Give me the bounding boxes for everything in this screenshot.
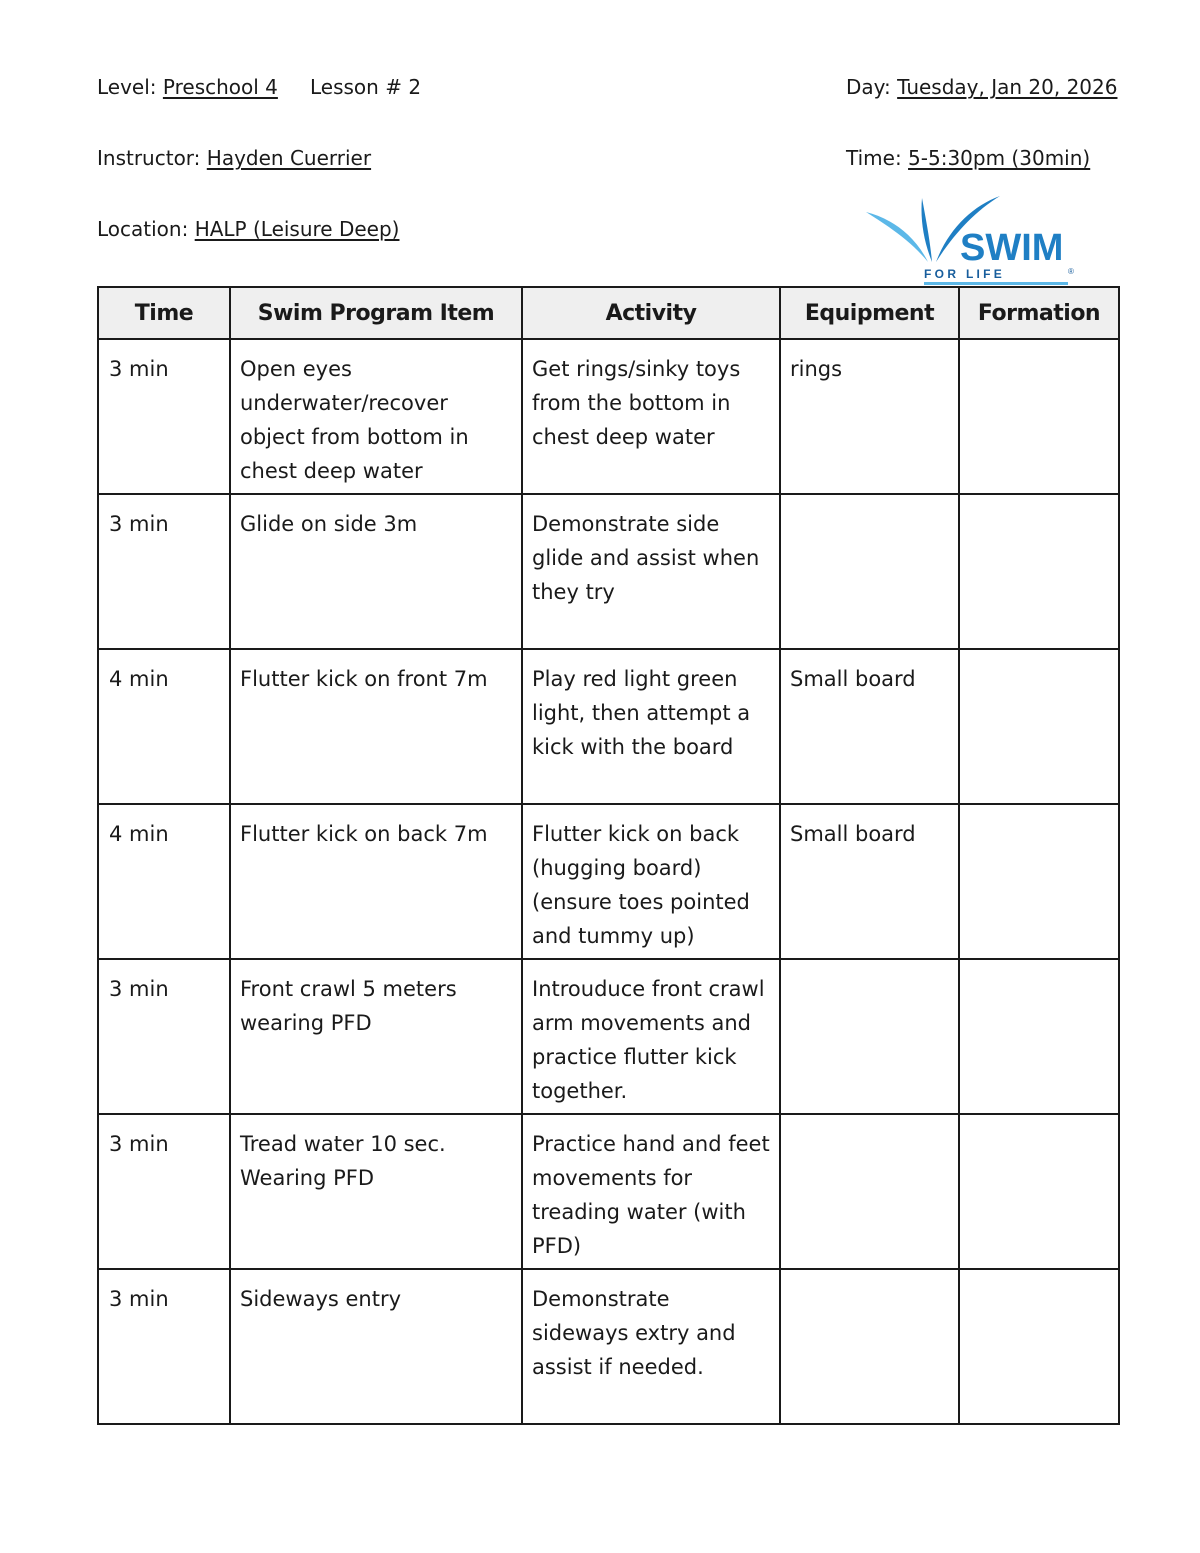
time-label: Time: [846, 146, 909, 170]
time-value: 5-5:30pm (30min) [908, 146, 1091, 170]
formation-cell [959, 804, 1119, 959]
instructor-field [97, 146, 371, 170]
instructor-label: Instructor: [97, 146, 207, 170]
time-cell: 3 min [98, 1269, 230, 1424]
column-header-activity: Activity [522, 287, 780, 339]
table-header-row [98, 287, 1119, 339]
table-row [98, 804, 1119, 959]
activity-cell: Practice hand and feet movements for treading water (with PFD) [522, 1114, 780, 1269]
instructor-value: Hayden Cuerrier [206, 146, 372, 170]
equipment-cell [780, 1269, 959, 1424]
level-value: Preschool 4 [162, 75, 278, 99]
table-row [98, 959, 1119, 1114]
formation-cell [959, 339, 1119, 494]
swim-program-item-cell: Sideways entry [230, 1269, 522, 1424]
level-label: Level: [97, 75, 163, 99]
day-value: Tuesday, Jan 20, 2026 [897, 75, 1118, 99]
formation-cell [959, 494, 1119, 649]
activity-cell: Demonstrate sideways extry and assist if needed. [522, 1269, 780, 1424]
swim-program-item-cell: Open eyes underwater/recover object from bottom in chest deep water [230, 339, 522, 494]
activity-cell: Flutter kick on back (hugging board) (ensure toes pointed and tummy up) [522, 804, 780, 959]
equipment-cell: Small board [780, 649, 959, 804]
table-row [98, 339, 1119, 494]
equipment-cell: Small board [780, 804, 959, 959]
lesson-plan-table [97, 286, 1120, 1425]
table-row [98, 1269, 1119, 1424]
column-header-equipment: Equipment [780, 287, 959, 339]
logo-splash-mid [921, 198, 932, 262]
location-label: Location: [97, 217, 195, 241]
day-field [846, 75, 1117, 99]
day-label: Day: [846, 75, 898, 99]
lesson-number: Lesson # 2 [310, 75, 422, 99]
activity-cell: Introuduce front crawl arm movements and practice flutter kick together. [522, 959, 780, 1114]
logo-word: SWIM [960, 227, 1064, 269]
swim-for-life-logo [862, 190, 1082, 290]
time-cell: 3 min [98, 1114, 230, 1269]
equipment-cell [780, 1114, 959, 1269]
level-field [97, 75, 278, 99]
formation-cell [959, 959, 1119, 1114]
table-row [98, 1114, 1119, 1269]
activity-cell: Get rings/sinky toys from the bottom in chest deep water [522, 339, 780, 494]
time-cell: 4 min [98, 804, 230, 959]
swim-program-item-cell: Flutter kick on back 7m [230, 804, 522, 959]
logo-splash-left [866, 212, 928, 262]
equipment-cell [780, 494, 959, 649]
formation-cell [959, 1114, 1119, 1269]
swim-program-item-cell: Front crawl 5 meters wearing PFD [230, 959, 522, 1114]
equipment-cell [780, 959, 959, 1114]
location-value: HALP (Leisure Deep) [194, 217, 400, 241]
column-header-swim-program-item: Swim Program Item [230, 287, 522, 339]
location-field [97, 217, 399, 241]
swim-program-item-cell: Glide on side 3m [230, 494, 522, 649]
column-header-formation: Formation [959, 287, 1119, 339]
time-cell: 3 min [98, 339, 230, 494]
time-cell: 3 min [98, 494, 230, 649]
equipment-cell: rings [780, 339, 959, 494]
activity-cell: Demonstrate side glide and assist when they try [522, 494, 780, 649]
table-row [98, 649, 1119, 804]
column-header-time: Time [98, 287, 230, 339]
formation-cell [959, 1269, 1119, 1424]
logo-registered: ® [1068, 267, 1074, 276]
table-row [98, 494, 1119, 649]
swim-program-item-cell: Tread water 10 sec. Wearing PFD [230, 1114, 522, 1269]
logo-underline [924, 282, 1068, 285]
logo-sub: F O R L I F E [924, 267, 1002, 281]
time-cell: 3 min [98, 959, 230, 1114]
formation-cell [959, 649, 1119, 804]
activity-cell: Play red light green light, then attempt a kick with the board [522, 649, 780, 804]
time-field [846, 146, 1090, 170]
swim-program-item-cell: Flutter kick on front 7m [230, 649, 522, 804]
time-cell: 4 min [98, 649, 230, 804]
